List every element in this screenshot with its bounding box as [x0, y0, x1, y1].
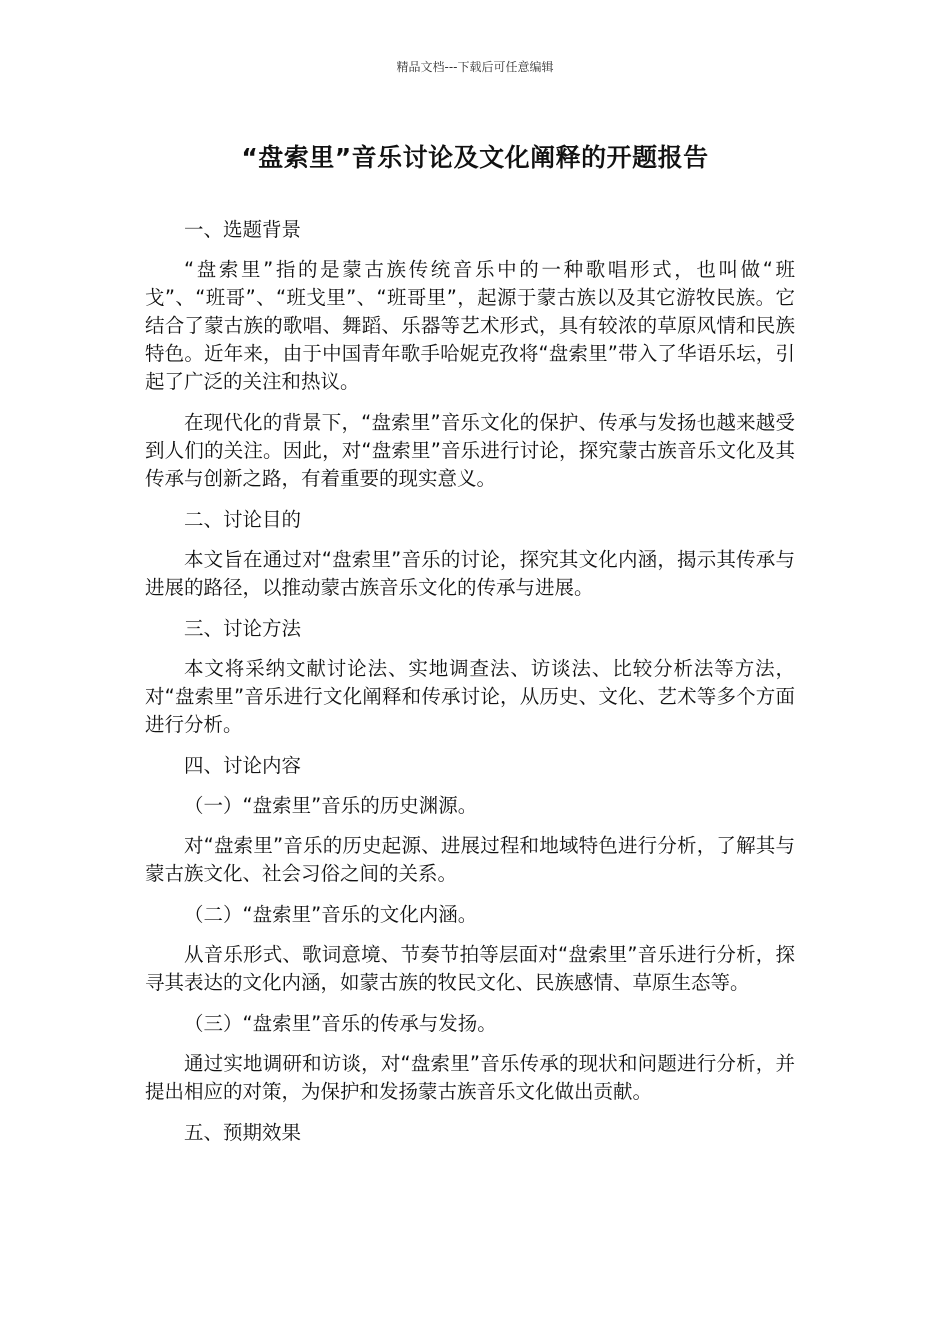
document-body [145, 216, 795, 1159]
subheading-inheritance: （三）“盘索里”音乐的传承与发扬。 [184, 1012, 497, 1035]
section-heading-purpose: 二、讨论目的 [184, 508, 302, 531]
header-note: 精品文档---下载后可任意编辑 [396, 60, 554, 74]
section-heading-method: 三、讨论方法 [184, 617, 302, 640]
paragraph-background-1: “盘索里”指的是蒙古族传统音乐中的一种歌唱形式，也叫做“班戈”、“班哥”、“班戈里”、“班哥里”，起源于蒙古族以及其它游牧民族。它结合了蒙古族的歌唱、舞蹈、乐器等艺术形式，具有较浓的草原风情和民族特色。近年来，由于中国青年歌手哈妮克孜将“盘索里”带入了华语乐坛，引起了广泛的关注和热议。 [145, 258, 795, 393]
section-heading-expected-results: 五、预期效果 [184, 1121, 302, 1144]
paragraph-background-2: 在现代化的背景下，“盘索里”音乐文化的保护、传承与发扬也越来越受到人们的关注。因此，对“盘索里”音乐进行讨论，探究蒙古族音乐文化及其传承与创新之路，有着重要的现实意义。 [145, 411, 795, 490]
section-heading-background: 一、选题背景 [184, 218, 302, 241]
subheading-history: （一）“盘索里”音乐的历史渊源。 [184, 794, 478, 817]
paragraph-culture: 从音乐形式、歌词意境、节奏节拍等层面对“盘索里”音乐进行分析，探寻其表达的文化内涵，如蒙古族的牧民文化、民族感情、草原生态等。 [145, 943, 795, 994]
paragraph-method: 本文将采纳文献讨论法、实地调查法、访谈法、比较分析法等方法，对“盘索里”音乐进行文化阐释和传承讨论，从历史、文化、艺术等多个方面进行分析。 [145, 657, 795, 736]
paragraph-history: 对“盘索里”音乐的历史起源、进展过程和地域特色进行分析，了解其与蒙古族文化、社会习俗之间的关系。 [145, 834, 795, 885]
section-heading-content: 四、讨论内容 [184, 754, 302, 777]
subheading-culture: （二）“盘索里”音乐的文化内涵。 [184, 903, 478, 926]
paragraph-inheritance: 通过实地调研和访谈，对“盘索里”音乐传承的现状和问题进行分析，并提出相应的对策，为保护和发扬蒙古族音乐文化做出贡献。 [145, 1052, 795, 1103]
paragraph-purpose: 本文旨在通过对“盘索里”音乐的讨论，探究其文化内涵，揭示其传承与进展的路径，以推动蒙古族音乐文化的传承与进展。 [145, 548, 795, 599]
document-title: “盘索里”音乐讨论及文化阐释的开题报告 [241, 143, 709, 172]
